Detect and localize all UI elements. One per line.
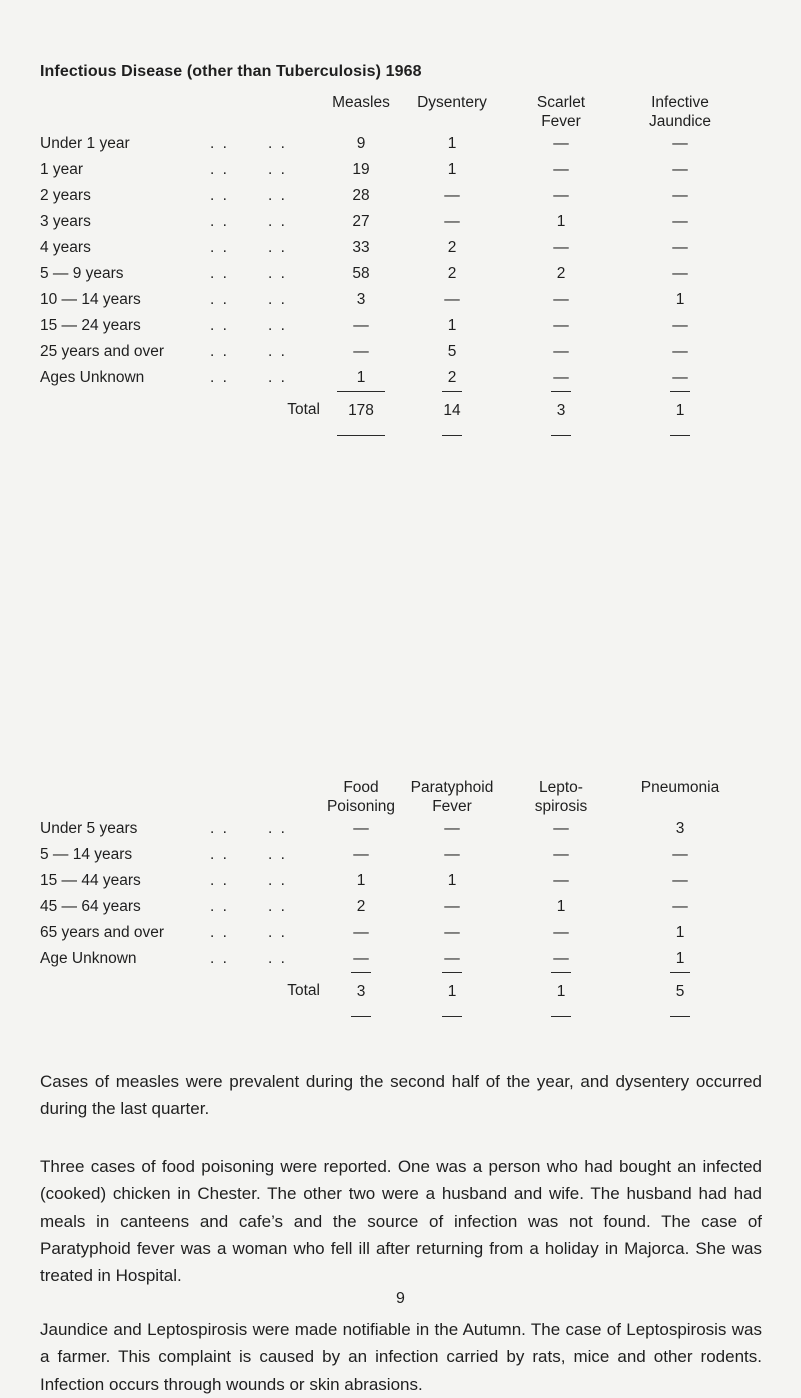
leader-dots: . .: [210, 898, 229, 915]
row-label: 25 years and over: [40, 343, 165, 360]
leader-dots: . .: [268, 820, 287, 837]
cell-value: —: [672, 213, 688, 230]
cell-value: 1: [447, 317, 457, 334]
table-row: [40, 816, 740, 842]
cell-value: 2: [356, 898, 366, 915]
row-label: 15 — 44 years: [40, 872, 141, 889]
cell-value: 27: [352, 213, 370, 230]
cell-value: 19: [352, 161, 370, 178]
cell-value: —: [553, 846, 569, 863]
double-rule: [40, 430, 740, 440]
table-row: [40, 894, 740, 920]
leader-dots: . .: [210, 924, 229, 941]
table-row: [40, 209, 740, 235]
cell-value: —: [353, 950, 369, 967]
cell-value: —: [353, 317, 369, 334]
cell-value: —: [553, 343, 569, 360]
row-label: Age Unknown: [40, 950, 137, 967]
cell-value: 1: [447, 872, 457, 889]
total-underline: [442, 435, 462, 436]
leader-dots: . .: [268, 317, 287, 334]
leader-dots: . .: [210, 187, 229, 204]
total-value: 178: [320, 391, 402, 430]
cell-value: —: [672, 187, 688, 204]
cell-value: 33: [352, 239, 370, 256]
total-underline: [551, 1016, 571, 1017]
table-row: [40, 261, 740, 287]
row-label: 5 — 9 years: [40, 265, 124, 282]
cell-value: 1: [447, 161, 457, 178]
cell-value: —: [444, 187, 460, 204]
cell-value: —: [672, 369, 688, 386]
cell-value: 2: [447, 265, 457, 282]
cell-value: —: [444, 291, 460, 308]
paragraph-jaundice: Jaundice and Leptospirosis were made notifiable in the Autumn. The case of Leptospirosis was a farmer. This complaint is caused by an infection carried by rats, mice and other rodents. Infection occurs through wounds or skin abrasions.: [40, 1320, 762, 1394]
cell-value: —: [553, 924, 569, 941]
total-value: 1: [620, 391, 740, 430]
cell-value: —: [553, 317, 569, 334]
row-label: 1 year: [40, 161, 84, 178]
row-label: 10 — 14 years: [40, 291, 141, 308]
cell-value: 2: [556, 265, 566, 282]
total-underline: [351, 1016, 371, 1017]
cell-value: 9: [356, 135, 366, 152]
cell-value: —: [553, 950, 569, 967]
leader-dots: . .: [268, 239, 287, 256]
cell-value: —: [353, 924, 369, 941]
table-row: [40, 365, 740, 391]
cell-value: —: [672, 872, 688, 889]
leader-dots: . .: [210, 872, 229, 889]
cell-value: —: [444, 898, 460, 915]
cell-value: 1: [356, 872, 366, 889]
cell-value: 1: [675, 291, 685, 308]
leader-dots: . .: [268, 846, 287, 863]
cell-value: 28: [352, 187, 370, 204]
leader-dots: . .: [210, 239, 229, 256]
total-underline: [670, 1016, 690, 1017]
cell-value: —: [444, 846, 460, 863]
cell-value: —: [672, 846, 688, 863]
cell-value: 1: [447, 135, 457, 152]
cell-value: 1: [675, 950, 685, 967]
leader-dots: . .: [268, 369, 287, 386]
total-row: [40, 972, 740, 1011]
disease-table-1: [40, 93, 740, 440]
table-row: [40, 868, 740, 894]
column-header: Scarlet Fever: [536, 94, 586, 130]
leader-dots: . .: [210, 950, 229, 967]
total-value: 3: [320, 972, 402, 1011]
table-row: [40, 131, 740, 157]
cell-value: —: [353, 343, 369, 360]
cell-value: —: [553, 239, 569, 256]
total-value: 5: [620, 972, 740, 1011]
total-underline: [670, 435, 690, 436]
row-label: 5 — 14 years: [40, 846, 133, 863]
column-header: Food Poisoning: [326, 779, 396, 815]
row-label: Under 5 years: [40, 820, 138, 837]
total-label: Total: [287, 401, 320, 418]
cell-value: —: [553, 291, 569, 308]
cell-value: —: [444, 950, 460, 967]
leader-dots: . .: [268, 187, 287, 204]
cell-value: —: [672, 239, 688, 256]
total-underline: [442, 1016, 462, 1017]
table-row: [40, 157, 740, 183]
cell-value: —: [553, 161, 569, 178]
cell-value: 2: [447, 239, 457, 256]
row-label: 2 years: [40, 187, 91, 204]
cell-value: —: [444, 924, 460, 941]
leader-dots: . .: [210, 820, 229, 837]
total-value: 1: [402, 972, 502, 1011]
table-row: [40, 287, 740, 313]
total-underline: [551, 435, 571, 436]
column-header: Paratyphoid Fever: [410, 779, 494, 815]
table-row: [40, 313, 740, 339]
leader-dots: . .: [268, 213, 287, 230]
leader-dots: . .: [210, 317, 229, 334]
page-number: 9: [396, 1290, 405, 1307]
cell-value: —: [553, 872, 569, 889]
cell-value: 5: [447, 343, 457, 360]
row-label: 45 — 64 years: [40, 898, 141, 915]
table-row: [40, 946, 740, 972]
total-value: 1: [502, 972, 620, 1011]
column-header: Lepto- spirosis: [534, 779, 588, 815]
table-row: [40, 842, 740, 868]
cell-value: 3: [675, 820, 685, 837]
table-header-row: [40, 778, 740, 816]
leader-dots: . .: [268, 924, 287, 941]
total-value: 3: [502, 391, 620, 430]
cell-value: —: [353, 820, 369, 837]
leader-dots: . .: [268, 950, 287, 967]
leader-dots: . .: [210, 291, 229, 308]
disease-table-2: [40, 778, 740, 1021]
cell-value: —: [444, 820, 460, 837]
cell-value: —: [672, 317, 688, 334]
cell-value: 1: [556, 898, 566, 915]
column-header: Dysentery: [417, 94, 487, 111]
cell-value: —: [672, 343, 688, 360]
cell-value: 3: [356, 291, 366, 308]
leader-dots: . .: [268, 265, 287, 282]
leader-dots: . .: [210, 135, 229, 152]
total-value: 14: [402, 391, 502, 430]
row-label: 3 years: [40, 213, 91, 230]
table-row: [40, 920, 740, 946]
leader-dots: . .: [210, 369, 229, 386]
cell-value: —: [672, 898, 688, 915]
row-label: 15 — 24 years: [40, 317, 141, 334]
cell-value: 1: [356, 369, 366, 386]
cell-value: —: [553, 135, 569, 152]
cell-value: 58: [352, 265, 370, 282]
leader-dots: . .: [210, 265, 229, 282]
total-underline: [337, 435, 385, 436]
cell-value: —: [672, 161, 688, 178]
paragraph-food-poisoning: Three cases of food poisoning were reported. One was a person who had bought an infected (cooked) chicken in Chester. The other two were a husband and wife. The husband had had meals in canteens and cafe’s and the source of infection was not found. The case of Paratyphoid fever was a woman who fell ill after returning from a holiday in Majorca. She was treated in Hospital.: [40, 1157, 762, 1286]
leader-dots: . .: [268, 898, 287, 915]
cell-value: —: [553, 369, 569, 386]
row-label: Under 1 year: [40, 135, 130, 152]
cell-value: —: [672, 135, 688, 152]
cell-value: —: [553, 820, 569, 837]
column-header: Infective Jaundice: [648, 94, 712, 130]
cell-value: —: [672, 265, 688, 282]
total-label: Total: [287, 982, 320, 999]
row-label: 4 years: [40, 239, 91, 256]
double-rule: [40, 1011, 740, 1021]
table-header-row: [40, 93, 740, 131]
cell-value: 1: [675, 924, 685, 941]
cell-value: 1: [556, 213, 566, 230]
leader-dots: . .: [210, 161, 229, 178]
leader-dots: . .: [210, 343, 229, 360]
table-row: [40, 183, 740, 209]
leader-dots: . .: [268, 291, 287, 308]
table-row: [40, 339, 740, 365]
column-header: Measles: [332, 94, 390, 111]
paragraph-measles: Cases of measles were prevalent during the second half of the year, and dysentery occurred during the last quarter.: [40, 1072, 762, 1119]
page-title: Infectious Disease (other than Tuberculosis) 1968: [40, 63, 422, 80]
row-label: Ages Unknown: [40, 369, 145, 386]
cell-value: —: [353, 846, 369, 863]
leader-dots: . .: [268, 343, 287, 360]
leader-dots: . .: [210, 846, 229, 863]
leader-dots: . .: [268, 161, 287, 178]
cell-value: 2: [447, 369, 457, 386]
leader-dots: . .: [268, 872, 287, 889]
leader-dots: . .: [268, 135, 287, 152]
cell-value: —: [553, 187, 569, 204]
cell-value: —: [444, 213, 460, 230]
column-header: Pneumonia: [640, 779, 720, 796]
row-label: 65 years and over: [40, 924, 165, 941]
total-row: [40, 391, 740, 430]
leader-dots: . .: [210, 213, 229, 230]
table-row: [40, 235, 740, 261]
